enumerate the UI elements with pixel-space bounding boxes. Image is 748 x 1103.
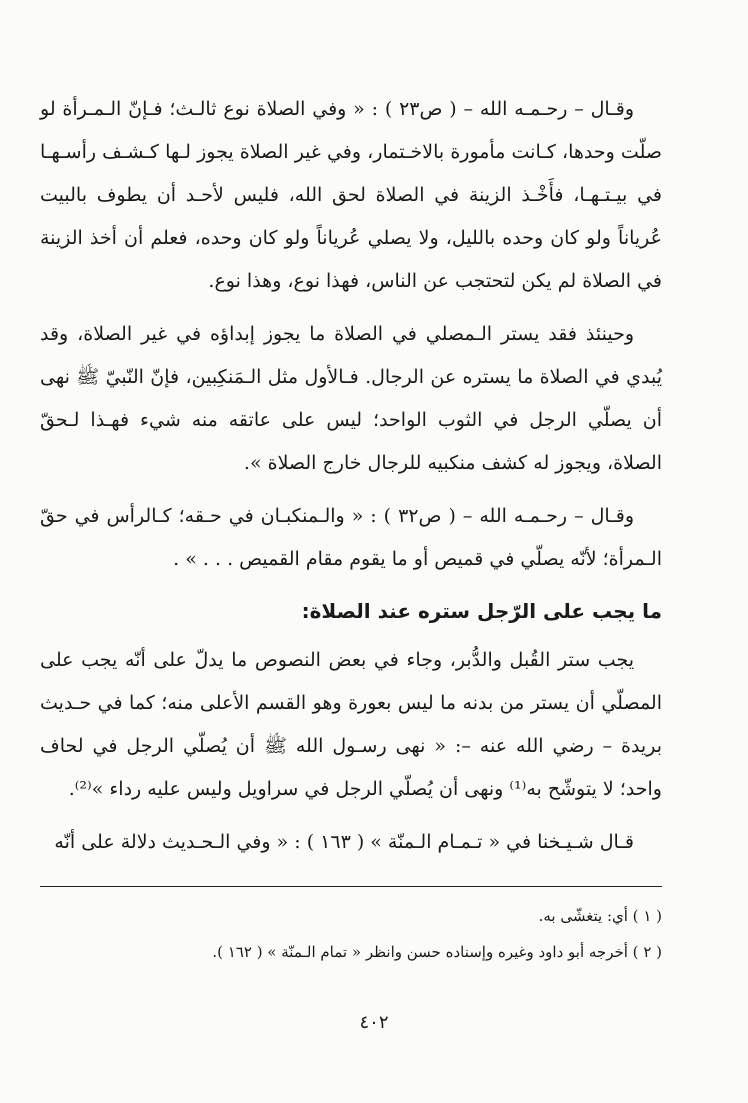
paragraph-1: وقـال – رحـمـه الله – ( ص٢٣ ) : « وفي الصلاة نوع ثالـث؛ فـإنّ الـمـرأة لو صلّت وحدها، كـانت مأمورة بالاخـتمار، وفي غير الصلاة يجوز لـها كـشـف رأسـهـا في بيـتـهـا، فأَخْـذ الزينة في الصلاة لحق الله، فليس لأحـد أن يطوف بالبيت عُرياناً ولو كان وحده بالليل، ولا يصلي عُرياناً ولو كان وحده، فعلم أن أخذ الزينة في الصلاة لم يكن لتحتجب عن الناس، فهذا نوع، وهذا نوع. (40, 98, 662, 292)
page-body (40, 88, 662, 874)
footnotes (40, 898, 662, 970)
paragraph-3: وقـال – رحـمـه الله – ( ص٣٢ ) : « والـمنكبـان في حـقه؛ كـالرأس في حقّ الـمرأة؛ لأنّه يصلّي في قميص أو ما يقوم مقام القميص . . . » . (40, 505, 662, 570)
paragraph-4: يجب ستر القُبل والدُّبر، وجاء في بعض النصوص ما يدلّ على أنّه يجب على المصلّي أن يستر من بدنه ما ليس بعورة وهو القسم الأعلى منه؛ كما في حـديث بريدة – رضي الله عنه –: « نهى رسـول الله ﷺ أن يُصلّي الرجل في لحاف واحد؛ لا يتوشّح به⁽¹⁾ ونهى أن يُصلّي الرجل في سراويل وليس عليه رداء »⁽²⁾. (40, 649, 662, 800)
footnote-1: ( ١ ) أي: يتغشّى به. (538, 907, 662, 925)
paragraph-2: وحينئذ فقد يستر الـمصلي في الصلاة ما يجوز إبداؤه في غير الصلاة، وقد يُبدي في الصلاة ما يستره عن الرجال. فـالأول مثل الـمَنكِبين، فإنّ النّبيّ ﷺ نهى أن يصلّي الرجل في الثوب الواحد؛ ليس على عاتقه منه شيء فهـذا لـحقّ الصلاة، ويجوز له كشف منكبيه للرجال خارج الصلاة ». (40, 323, 662, 474)
page-number: ٤٠٢ (359, 1012, 389, 1033)
paragraph-5: قـال شـيـخنا في « تـمـام الـمنّة » ( ١٦٣ ) : « وفي الـحـديث دلالة على أنّه (54, 831, 634, 853)
section-heading: ما يجب على الرّجل ستره عند الصلاة: (301, 599, 662, 623)
footnote-divider (40, 886, 662, 887)
footnote-2: ( ٢ ) أخرجه أبو داود وغيره وإسناده حسن وانظر « تمام الـمنّة » ( ١٦٢ ). (212, 943, 662, 961)
